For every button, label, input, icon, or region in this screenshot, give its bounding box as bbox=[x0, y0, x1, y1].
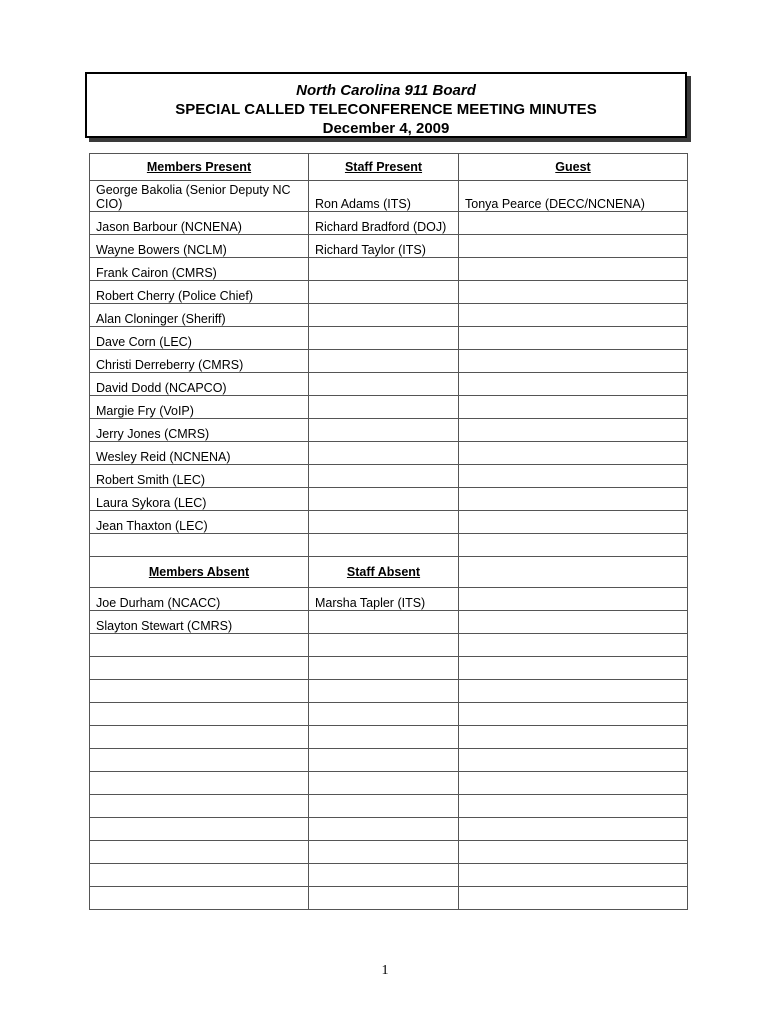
table-row bbox=[90, 327, 688, 350]
column-header: Staff Absent bbox=[309, 557, 459, 588]
table-row bbox=[90, 726, 688, 749]
table-cell: Wayne Bowers (NCLM) bbox=[90, 235, 309, 258]
table-row bbox=[90, 258, 688, 281]
table-cell bbox=[90, 657, 309, 680]
table-row bbox=[90, 841, 688, 864]
table-cell: Jerry Jones (CMRS) bbox=[90, 419, 309, 442]
table-cell bbox=[459, 864, 688, 887]
table-cell bbox=[309, 373, 459, 396]
table-row bbox=[90, 181, 688, 212]
table-row bbox=[90, 795, 688, 818]
table-cell bbox=[459, 465, 688, 488]
table-cell bbox=[90, 887, 309, 910]
table-cell bbox=[309, 749, 459, 772]
table-row bbox=[90, 373, 688, 396]
table-cell bbox=[459, 749, 688, 772]
org-name: North Carolina 911 Board bbox=[296, 82, 476, 99]
attendance-table bbox=[89, 153, 688, 910]
table-header-row bbox=[90, 557, 688, 588]
table-cell bbox=[309, 327, 459, 350]
table-row bbox=[90, 350, 688, 373]
table-row bbox=[90, 511, 688, 534]
table-row bbox=[90, 772, 688, 795]
table-cell bbox=[309, 680, 459, 703]
table-cell: Jean Thaxton (LEC) bbox=[90, 511, 309, 534]
table-cell bbox=[309, 634, 459, 657]
table-row bbox=[90, 212, 688, 235]
table-row bbox=[90, 703, 688, 726]
table-row bbox=[90, 749, 688, 772]
table-cell bbox=[459, 442, 688, 465]
table-cell: Marsha Tapler (ITS) bbox=[309, 588, 459, 611]
table-cell bbox=[90, 726, 309, 749]
table-cell bbox=[309, 304, 459, 327]
table-cell bbox=[309, 887, 459, 910]
table-cell bbox=[459, 511, 688, 534]
table-row bbox=[90, 634, 688, 657]
table-cell bbox=[309, 657, 459, 680]
table-cell bbox=[459, 488, 688, 511]
table-cell bbox=[309, 350, 459, 373]
table-cell: Richard Taylor (ITS) bbox=[309, 235, 459, 258]
table-cell bbox=[90, 841, 309, 864]
table-cell: George Bakolia (Senior Deputy NC CIO) bbox=[90, 181, 309, 212]
table-cell bbox=[90, 772, 309, 795]
table-cell: Margie Fry (VoIP) bbox=[90, 396, 309, 419]
table-row bbox=[90, 235, 688, 258]
table-cell: Alan Cloninger (Sheriff) bbox=[90, 304, 309, 327]
table-row bbox=[90, 818, 688, 841]
table-cell bbox=[459, 327, 688, 350]
table-cell: Robert Cherry (Police Chief) bbox=[90, 281, 309, 304]
table-row bbox=[90, 488, 688, 511]
table-row bbox=[90, 534, 688, 557]
table-cell: Wesley Reid (NCNENA) bbox=[90, 442, 309, 465]
document-title-box bbox=[85, 72, 687, 138]
column-header: Guest bbox=[459, 154, 688, 181]
table-cell bbox=[309, 442, 459, 465]
table-cell bbox=[459, 611, 688, 634]
table-cell bbox=[309, 611, 459, 634]
table-cell bbox=[90, 680, 309, 703]
table-cell bbox=[309, 511, 459, 534]
table-row bbox=[90, 442, 688, 465]
table-row bbox=[90, 396, 688, 419]
table-cell bbox=[90, 795, 309, 818]
table-cell: Laura Sykora (LEC) bbox=[90, 488, 309, 511]
table-row bbox=[90, 680, 688, 703]
table-cell bbox=[459, 726, 688, 749]
table-cell bbox=[459, 680, 688, 703]
table-cell bbox=[459, 772, 688, 795]
table-cell bbox=[459, 818, 688, 841]
table-cell: Slayton Stewart (CMRS) bbox=[90, 611, 309, 634]
table-cell bbox=[309, 772, 459, 795]
table-cell bbox=[309, 534, 459, 557]
table-cell: Robert Smith (LEC) bbox=[90, 465, 309, 488]
table-row bbox=[90, 281, 688, 304]
table-row bbox=[90, 419, 688, 442]
table-cell: Dave Corn (LEC) bbox=[90, 327, 309, 350]
table-cell bbox=[459, 212, 688, 235]
table-cell bbox=[459, 235, 688, 258]
table-cell bbox=[90, 864, 309, 887]
table-cell bbox=[309, 396, 459, 419]
column-header: Staff Present bbox=[309, 154, 459, 181]
table-cell bbox=[309, 281, 459, 304]
column-header bbox=[459, 557, 688, 588]
table-cell: Frank Cairon (CMRS) bbox=[90, 258, 309, 281]
table-cell bbox=[90, 703, 309, 726]
table-cell bbox=[459, 795, 688, 818]
table-cell bbox=[90, 534, 309, 557]
table-cell bbox=[309, 726, 459, 749]
table-cell bbox=[459, 634, 688, 657]
table-cell bbox=[459, 396, 688, 419]
table-cell: David Dodd (NCAPCO) bbox=[90, 373, 309, 396]
table-cell bbox=[459, 887, 688, 910]
column-header: Members Absent bbox=[90, 557, 309, 588]
table-row bbox=[90, 611, 688, 634]
table-cell: Richard Bradford (DOJ) bbox=[309, 212, 459, 235]
table-cell: Jason Barbour (NCNENA) bbox=[90, 212, 309, 235]
table-cell bbox=[90, 749, 309, 772]
table-row bbox=[90, 887, 688, 910]
table-cell bbox=[309, 795, 459, 818]
table-row bbox=[90, 465, 688, 488]
table-cell bbox=[459, 657, 688, 680]
meeting-date: December 4, 2009 bbox=[322, 120, 450, 137]
table-cell bbox=[309, 258, 459, 281]
table-row bbox=[90, 864, 688, 887]
table-cell bbox=[459, 373, 688, 396]
table-cell bbox=[309, 841, 459, 864]
table-cell bbox=[459, 419, 688, 442]
table-cell bbox=[309, 488, 459, 511]
document-title: SPECIAL CALLED TELECONFERENCE MEETING MINUTES bbox=[175, 101, 597, 118]
table-cell bbox=[459, 350, 688, 373]
table-cell: Ron Adams (ITS) bbox=[309, 181, 459, 212]
table-cell bbox=[459, 281, 688, 304]
table-cell bbox=[459, 534, 688, 557]
table-cell bbox=[459, 304, 688, 327]
table-cell bbox=[309, 864, 459, 887]
table-row bbox=[90, 657, 688, 680]
table-cell bbox=[459, 588, 688, 611]
table-cell: Tonya Pearce (DECC/NCNENA) bbox=[459, 181, 688, 212]
table-cell bbox=[90, 634, 309, 657]
table-cell: Joe Durham (NCACC) bbox=[90, 588, 309, 611]
column-header: Members Present bbox=[90, 154, 309, 181]
table-cell bbox=[309, 703, 459, 726]
table-cell bbox=[459, 703, 688, 726]
table-cell bbox=[309, 465, 459, 488]
table-cell bbox=[90, 818, 309, 841]
table-row bbox=[90, 588, 688, 611]
table-row bbox=[90, 304, 688, 327]
table-cell bbox=[459, 258, 688, 281]
table-cell bbox=[459, 841, 688, 864]
table-cell bbox=[309, 818, 459, 841]
table-cell: Christi Derreberry (CMRS) bbox=[90, 350, 309, 373]
table-cell bbox=[309, 419, 459, 442]
page-number: 1 bbox=[381, 963, 389, 978]
table-header-row bbox=[90, 154, 688, 181]
